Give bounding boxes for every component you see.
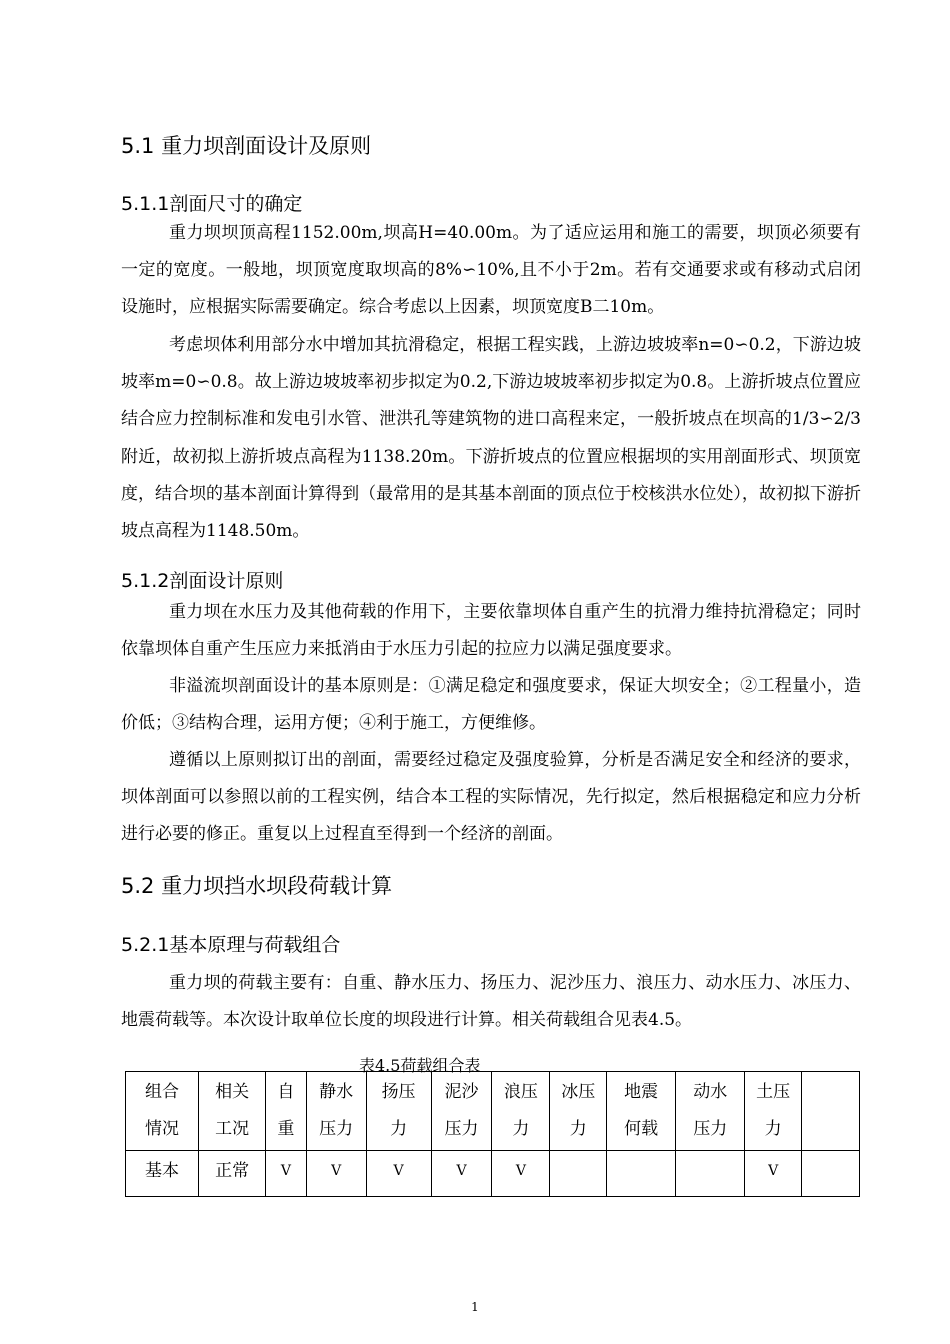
header-cell: 冰压 力 xyxy=(550,1072,607,1151)
table-cell: 正常 xyxy=(199,1151,266,1197)
header-cell: 组合 情况 xyxy=(126,1072,199,1151)
header-cell: 动水 压力 xyxy=(676,1072,745,1151)
heading-5-2-1: 5.2.1基本原理与荷载组合 xyxy=(121,934,341,956)
table-cell xyxy=(802,1151,860,1197)
header-cell: 土压 力 xyxy=(745,1072,802,1151)
paragraph-slope: 考虑坝体利用部分水中增加其抗滑稳定，根据工程实践，上游边坡坡率n=0∽0.2，下游边坡坡率m=0∽0.8。故上游边坡坡率初步拟定为0.2,下游边坡坡率初步拟定为0.8。上游折坡点位置应结合应力控制标准和发电引水管、泄洪孔等建筑物的进口高程来定，一般折坡点在坝高的1/3∽2/3附近，故初拟上游折坡点高程为1138.20m。下游折坡点的位置应根据坝的实用剖面形式、坝顶宽度，结合坝的基本剖面计算得到（最常用的是其基本剖面的顶点位于校核洪水位处），故初拟下游折坡点高程为1148.50m。 xyxy=(121,335,861,542)
paragraph-principle-3: 遵循以上原则拟订出的剖面，需要经过稳定及强度验算，分析是否满足安全和经济的要求，坝体剖面可以参照以前的工程实例，结合本工程的实际情况，先行拟定，然后根据稳定和应力分析进行必要的修正。重复以上过程直至得到一个经济的剖面。 xyxy=(121,750,861,845)
paragraph-principle-2: 非溢流坝剖面设计的基本原则是：①满足稳定和强度要求，保证大坝安全；②工程量小，造价低；③结构合理，运用方便；④利于施工，方便维修。 xyxy=(121,676,861,734)
load-combination-table xyxy=(125,1071,860,1197)
heading-5-1: 5.1 重力坝剖面设计及原则 xyxy=(121,134,372,158)
heading-5-1-1: 5.1.1剖面尺寸的确定 xyxy=(121,193,303,215)
table-cell: V xyxy=(431,1151,492,1197)
table-cell: 基本 xyxy=(126,1151,199,1197)
page-number: 1 xyxy=(471,1300,479,1314)
header-cell: 扬压 力 xyxy=(366,1072,431,1151)
table-cell: V xyxy=(366,1151,431,1197)
header-cell: 地震 何载 xyxy=(607,1072,676,1151)
header-cell: 浪压 力 xyxy=(492,1072,550,1151)
table-cell: V xyxy=(266,1151,307,1197)
table-row xyxy=(126,1151,860,1197)
table-cell: V xyxy=(492,1151,550,1197)
table-cell xyxy=(676,1151,745,1197)
header-cell: 自 重 xyxy=(266,1072,307,1151)
heading-5-1-2: 5.1.2剖面设计原则 xyxy=(121,570,284,592)
table-cell: V xyxy=(306,1151,366,1197)
table-caption: 表4.5荷载组合表 xyxy=(359,1056,481,1075)
header-cell: 泥沙 压力 xyxy=(431,1072,492,1151)
table-header-row xyxy=(126,1072,860,1151)
paragraph-principle-1: 重力坝在水压力及其他荷载的作用下，主要依靠坝体自重产生的抗滑力维持抗滑稳定；同时依靠坝体自重产生压应力来抵消由于水压力引起的拉应力以满足强度要求。 xyxy=(121,602,861,660)
paragraph-loads: 重力坝的荷载主要有：自重、静水压力、扬压力、泥沙压力、浪压力、动水压力、冰压力、地震荷载等。本次设计取单位长度的坝段进行计算。相关荷载组合见表4.5。 xyxy=(121,973,861,1031)
header-cell: 相关 工况 xyxy=(199,1072,266,1151)
header-cell: 静水 压力 xyxy=(306,1072,366,1151)
table-cell xyxy=(607,1151,676,1197)
table-cell: V xyxy=(745,1151,802,1197)
header-cell xyxy=(802,1072,860,1151)
table-cell xyxy=(550,1151,607,1197)
paragraph-crest-width: 重力坝坝顶高程1152.00m,坝高H=40.00m。为了适应运用和施工的需要，坝顶必须要有一定的宽度。一般地，坝顶宽度取坝高的8%∽10%,且不小于2m。若有交通要求或有移动式启闭设施时，应根据实际需要确定。综合考虑以上因素，坝顶宽度B二10m。 xyxy=(121,223,861,318)
heading-5-2: 5.2 重力坝挡水坝段荷载计算 xyxy=(121,874,393,898)
